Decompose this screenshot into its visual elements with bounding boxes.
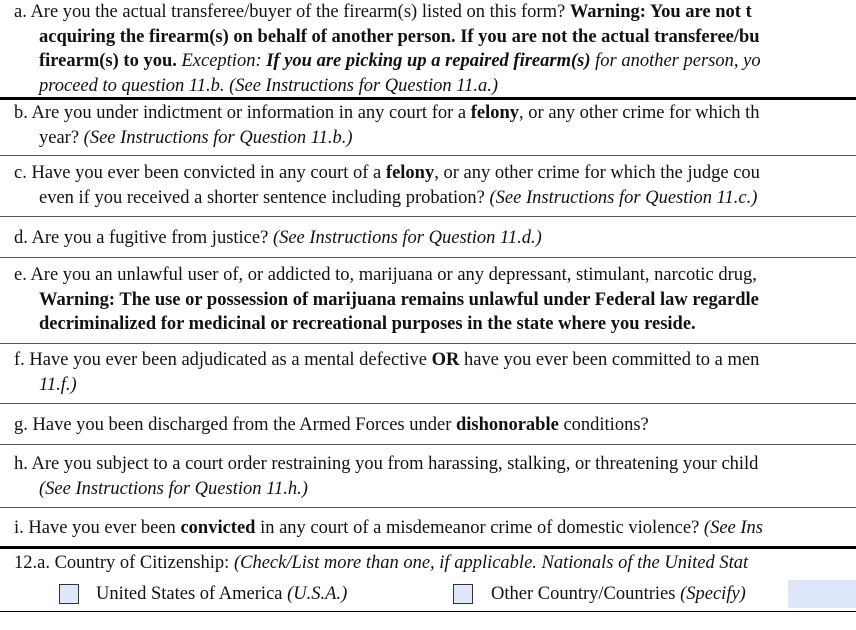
- question-11a-line-1: a. Are you the actual transferee/buyer of the firearm(s) listed on this form? Warning: You are not t: [14, 2, 752, 22]
- divider: [0, 611, 856, 612]
- question-11h-line-1: h. Are you subject to a court order restraining you from harassing, stalking, or threatening your child: [14, 454, 759, 474]
- other-country-checkbox[interactable]: [453, 584, 473, 604]
- question-11b-line-1: b. Are you under indictment or information in any court for a felony, or any other crime for which th: [14, 103, 760, 123]
- question-11f-line-1: f. Have you ever been adjudicated as a mental defective OR have you ever been committed to a men: [14, 350, 760, 370]
- question-11a-line-4: proceed to question 11.b. (See Instructions for Question 11.a.): [39, 75, 499, 96]
- other-country-specify-input[interactable]: [788, 580, 856, 608]
- question-12a-line-1: 12.a. Country of Citizenship: (Check/List more than one, if applicable. Nationals of the United Stat: [14, 553, 749, 573]
- section-divider: [0, 546, 856, 549]
- question-11a-line-3: firearm(s) to you. Exception: If you are picking up a repaired firearm(s) for another person, yo: [39, 51, 761, 71]
- question-11f-line-2: 11.f.): [39, 374, 77, 395]
- question-11g: [0, 413, 856, 438]
- usa-checkbox[interactable]: [59, 584, 79, 604]
- divider: [0, 444, 856, 445]
- question-11e-warning-line-2: decriminalized for medicinal or recreational purposes in the state where you reside.: [39, 314, 696, 334]
- question-11b: [0, 101, 856, 150]
- question-11c: [0, 161, 856, 210]
- question-11h-line-2: (See Instructions for Question 11.h.): [39, 478, 308, 499]
- question-11d-line-1: d. Are you a fugitive from justice? (See Instructions for Question 11.d.): [14, 228, 542, 248]
- question-11g-line-1: g. Have you been discharged from the Armed Forces under dishonorable conditions?: [14, 415, 649, 435]
- question-11c-line-1: c. Have you ever been convicted in any court of a felony, or any other crime for which the judge cou: [14, 163, 760, 183]
- divider: [0, 155, 856, 156]
- divider: [0, 403, 856, 404]
- divider: [0, 343, 856, 344]
- question-11a-line-2: acquiring the firearm(s) on behalf of another person. If you are not the actual transferee/bu: [39, 26, 760, 47]
- question-11c-line-2: even if you received a shorter sentence including probation? (See Instructions for Question 11.c.): [39, 187, 758, 208]
- divider: [0, 97, 856, 100]
- other-country-checkbox-label: Other Country/Countries (Specify): [491, 584, 746, 604]
- question-11a: [0, 0, 856, 98]
- divider: [0, 257, 856, 258]
- question-11b-line-2: year? (See Instructions for Question 11.b.): [39, 127, 353, 148]
- question-11h: [0, 452, 856, 501]
- question-12a: [0, 551, 856, 576]
- usa-checkbox-label: United States of America (U.S.A.): [96, 584, 348, 604]
- question-11i: [0, 516, 856, 541]
- divider: [0, 216, 856, 217]
- question-11e: [0, 263, 856, 337]
- question-11e-warning-line-1: Warning: The use or possession of marijuana remains unlawful under Federal law regardle: [39, 289, 759, 310]
- divider: [0, 507, 856, 508]
- question-11e-line-1: e. Are you an unlawful user of, or addicted to, marijuana or any depressant, stimulant, narcotic drug,: [14, 265, 757, 285]
- question-11i-line-1: i. Have you ever been convicted in any court of a misdemeanor crime of domestic violence? (See Ins: [14, 518, 763, 538]
- question-11d: [0, 226, 856, 251]
- question-11f: [0, 348, 856, 397]
